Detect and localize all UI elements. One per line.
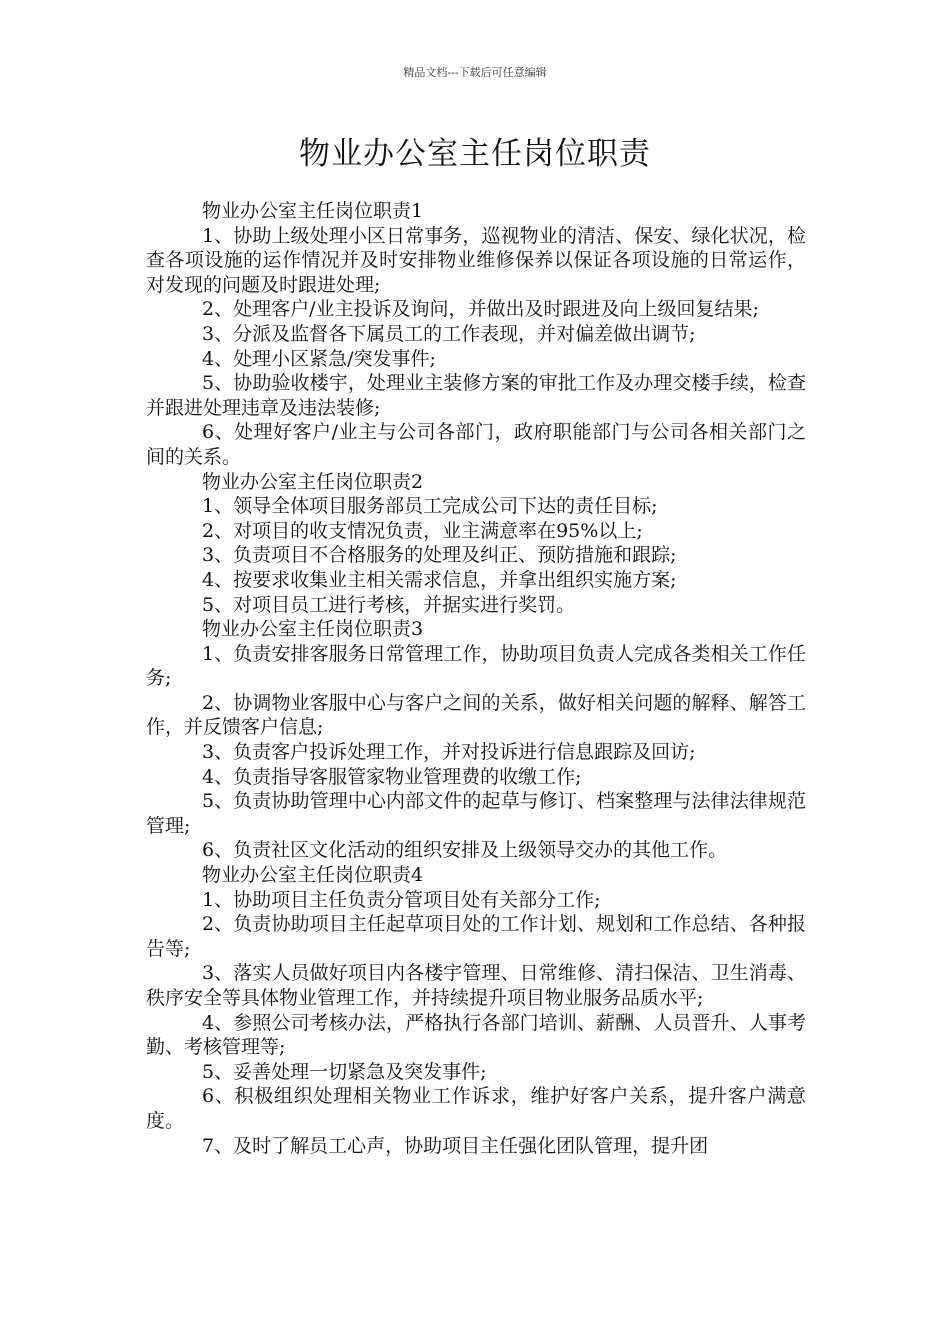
paragraph: 1、协助上级处理小区日常事务，巡视物业的清洁、保安、绿化状况，检查各项设施的运作情况并及时安排物业维修保养以保证各项设施的日常运作，对发现的问题及时跟进处理; (146, 224, 806, 296)
section-heading: 物业办公室主任岗位职责4 (202, 864, 424, 887)
paragraph: 5、对项目员工进行考核，并据实进行奖罚。 (202, 593, 576, 616)
paragraph: 7、及时了解员工心声，协助项目主任强化团队管理，提升团 (202, 1134, 709, 1157)
paragraph: 4、按要求收集业主相关需求信息，并拿出组织实施方案; (202, 568, 677, 591)
paragraph: 1、负责安排客服务日常管理工作，协助项目负责人完成各类相关工作任务; (146, 642, 806, 690)
paragraph: 3、负责项目不合格服务的处理及纠正、预防措施和跟踪; (202, 544, 677, 567)
paragraph: 3、负责客户投诉处理工作，并对投诉进行信息跟踪及回访; (202, 741, 696, 764)
paragraph: 5、协助验收楼宇，处理业主装修方案的审批工作及办理交楼手续，检查并跟进处理违章及违法装修; (146, 372, 806, 419)
paragraph: 3、落实人员做好项目内各楼宇管理、日常维修、清扫保洁、卫生消毒、秩序安全等具体物业管理工作，并持续提升项目物业服务品质水平; (146, 962, 806, 1009)
paragraph: 2、对项目的收支情况负责，业主满意率在95%以上; (202, 519, 643, 542)
paragraph: 2、处理客户/业主投诉及询问，并做出及时跟进及向上级回复结果; (202, 298, 759, 321)
paragraph: 1、领导全体项目服务部员工完成公司下达的责任目标; (202, 495, 658, 518)
section-heading: 物业办公室主任岗位职责2 (202, 470, 424, 493)
paragraph: 6、积极组织处理相关物业工作诉求，维护好客户关系，提升客户满意度。 (146, 1085, 806, 1132)
paragraph: 6、处理好客户/业主与公司各部门，政府职能部门与公司各相关部门之间的关系。 (146, 421, 806, 468)
paragraph: 1、协助项目主任负责分管项目处有关部分工作; (202, 888, 601, 911)
document-title: 物业办公室主任岗位职责 (299, 136, 651, 172)
section-heading: 物业办公室主任岗位职责3 (202, 618, 424, 641)
paragraph: 2、负责协助项目主任起草项目处的工作计划、规划和工作总结、各种报告等; (146, 913, 806, 960)
paragraph: 5、妥善处理一切紧急及突发事件; (202, 1060, 487, 1083)
paragraph: 6、负责社区文化活动的组织安排及上级领导交办的其他工作。 (202, 839, 728, 862)
paragraph: 3、分派及监督各下属员工的工作表现，并对偏差做出调节; (202, 322, 696, 345)
section-heading: 物业办公室主任岗位职责1 (202, 200, 424, 222)
paragraph: 5、负责协助管理中心内部文件的起草与修订、档案整理与法律法律规范管理; (146, 790, 806, 837)
document-body (146, 199, 806, 1158)
paragraph: 4、参照公司考核办法，严格执行各部门培训、薪酬、人员晋升、人事考勤、考核管理等; (146, 1011, 806, 1059)
page-header-watermark: 精品文档---下载后可任意编辑 (403, 66, 547, 79)
paragraph: 4、处理小区紧急/突发事件; (202, 347, 436, 370)
paragraph: 2、协调物业客服中心与客户之间的关系，做好相关问题的解释、解答工作，并反馈客户信息; (146, 691, 806, 739)
paragraph: 4、负责指导客服管家物业管理费的收缴工作; (202, 765, 582, 788)
